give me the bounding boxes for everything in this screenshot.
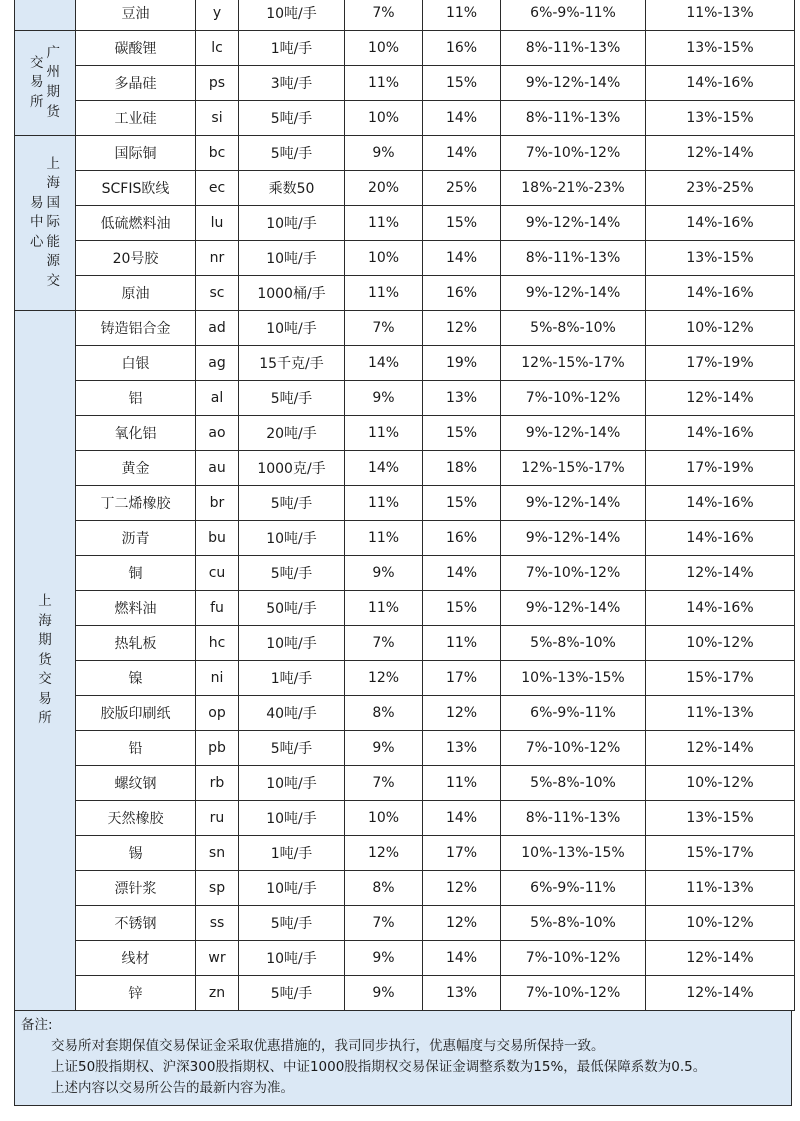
trading-unit-cell: 20吨/手	[239, 416, 345, 451]
product-code-cell: sp	[196, 871, 239, 906]
company-margin-cell: 11%	[423, 626, 501, 661]
exchange-cell	[15, 136, 76, 311]
product-code-cell: hc	[196, 626, 239, 661]
exchange-name	[47, 155, 61, 292]
product-name-cell: 铅	[76, 731, 196, 766]
product-name-cell: 国际铜	[76, 136, 196, 171]
exchange-margin-cell: 7%	[345, 906, 423, 941]
company-margin-cell: 11%	[423, 0, 501, 31]
company-margin-range-cell: 11%-13%	[646, 696, 795, 731]
table-row	[15, 556, 795, 591]
table-body	[15, 0, 795, 1011]
exchange-margin-cell: 7%	[345, 766, 423, 801]
product-code-cell: br	[196, 486, 239, 521]
company-margin-cell: 15%	[423, 486, 501, 521]
company-margin-cell: 11%	[423, 766, 501, 801]
exchange-margin-range-cell: 7%-10%-12%	[501, 381, 646, 416]
trading-unit-cell: 50吨/手	[239, 591, 345, 626]
exchange-name-text: 上 海 期 货 交 易 所	[38, 593, 52, 727]
product-name-cell: 不锈钢	[76, 906, 196, 941]
exchange-margin-cell: 9%	[345, 941, 423, 976]
product-code-cell: ec	[196, 171, 239, 206]
company-margin-cell: 14%	[423, 941, 501, 976]
trading-unit-cell: 10吨/手	[239, 766, 345, 801]
exchange-margin-range-cell: 10%-13%-15%	[501, 661, 646, 696]
exchange-margin-cell: 7%	[345, 626, 423, 661]
product-name-cell: 漂针浆	[76, 871, 196, 906]
exchange-margin-cell: 9%	[345, 976, 423, 1011]
exchange-margin-range-cell: 6%-9%-11%	[501, 696, 646, 731]
product-code-cell: ao	[196, 416, 239, 451]
product-code-cell: si	[196, 101, 239, 136]
product-code-cell: al	[196, 381, 239, 416]
table-row	[15, 451, 795, 486]
company-margin-range-cell: 10%-12%	[646, 766, 795, 801]
company-margin-cell: 12%	[423, 906, 501, 941]
exchange-margin-cell: 11%	[345, 206, 423, 241]
product-code-cell: lu	[196, 206, 239, 241]
exchange-margin-cell: 9%	[345, 731, 423, 766]
exchange-margin-range-cell: 7%-10%-12%	[501, 136, 646, 171]
product-code-cell: bu	[196, 521, 239, 556]
note-line: 上述内容以交易所公告的最新内容为准。	[51, 1080, 294, 1096]
product-name-cell: 锌	[76, 976, 196, 1011]
product-name-cell: 铜	[76, 556, 196, 591]
product-name-cell: 线材	[76, 941, 196, 976]
product-name-cell: 低硫燃料油	[76, 206, 196, 241]
product-name-cell: 燃料油	[76, 591, 196, 626]
margin-table	[14, 0, 795, 1011]
company-margin-cell: 12%	[423, 871, 501, 906]
exchange-name-text: 交 易 所	[30, 54, 44, 110]
exchange-name-text: 上 海 国 际 能 源 交	[46, 155, 60, 289]
product-name-cell: 碳酸锂	[76, 31, 196, 66]
table-row	[15, 836, 795, 871]
exchange-margin-range-cell: 10%-13%-15%	[501, 836, 646, 871]
company-margin-range-cell: 14%-16%	[646, 486, 795, 521]
product-name-cell: 锡	[76, 836, 196, 871]
exchange-margin-range-cell: 9%-12%-14%	[501, 591, 646, 626]
company-margin-range-cell: 14%-16%	[646, 416, 795, 451]
product-code-cell: ps	[196, 66, 239, 101]
trading-unit-cell: 10吨/手	[239, 206, 345, 241]
exchange-margin-cell: 7%	[345, 311, 423, 346]
company-margin-range-cell: 12%-14%	[646, 731, 795, 766]
exchange-name-text: 广 州 期 货	[46, 44, 60, 120]
exchange-margin-cell: 10%	[345, 241, 423, 276]
exchange-margin-range-cell: 6%-9%-11%	[501, 871, 646, 906]
exchange-margin-range-cell: 7%-10%-12%	[501, 941, 646, 976]
exchange-margin-cell: 14%	[345, 451, 423, 486]
exchange-margin-range-cell: 9%-12%-14%	[501, 416, 646, 451]
trading-unit-cell: 5吨/手	[239, 486, 345, 521]
table-row	[15, 276, 795, 311]
product-name-cell: 铸造铝合金	[76, 311, 196, 346]
company-margin-range-cell: 10%-12%	[646, 311, 795, 346]
exchange-margin-cell: 11%	[345, 416, 423, 451]
product-name-cell: 白银	[76, 346, 196, 381]
note-line: 交易所对套期保值交易保证金采取优惠措施的，我司同步执行，优惠幅度与交易所保持一致。	[51, 1038, 605, 1054]
table-row	[15, 346, 795, 381]
table-row	[15, 381, 795, 416]
company-margin-range-cell: 12%-14%	[646, 136, 795, 171]
trading-unit-cell: 10吨/手	[239, 241, 345, 276]
company-margin-range-cell: 14%-16%	[646, 276, 795, 311]
trading-unit-cell: 10吨/手	[239, 521, 345, 556]
company-margin-cell: 15%	[423, 66, 501, 101]
company-margin-cell: 16%	[423, 521, 501, 556]
product-name-cell: 氧化铝	[76, 416, 196, 451]
product-name-cell: 沥青	[76, 521, 196, 556]
company-margin-cell: 17%	[423, 661, 501, 696]
exchange-margin-cell: 10%	[345, 31, 423, 66]
company-margin-cell: 18%	[423, 451, 501, 486]
table-row	[15, 206, 795, 241]
company-margin-cell: 16%	[423, 276, 501, 311]
table-row	[15, 941, 795, 976]
product-code-cell: y	[196, 0, 239, 31]
table-row	[15, 136, 795, 171]
table-row	[15, 171, 795, 206]
exchange-margin-range-cell: 7%-10%-12%	[501, 556, 646, 591]
product-name-cell: 铝	[76, 381, 196, 416]
table-row	[15, 241, 795, 276]
exchange-margin-range-cell: 5%-8%-10%	[501, 311, 646, 346]
exchange-margin-cell: 9%	[345, 556, 423, 591]
exchange-margin-cell: 12%	[345, 836, 423, 871]
table-row	[15, 31, 795, 66]
exchange-margin-cell: 12%	[345, 661, 423, 696]
exchange-margin-cell: 11%	[345, 521, 423, 556]
table-row	[15, 591, 795, 626]
company-margin-range-cell: 14%-16%	[646, 521, 795, 556]
company-margin-range-cell: 10%-12%	[646, 906, 795, 941]
exchange-margin-range-cell: 8%-11%-13%	[501, 241, 646, 276]
trading-unit-cell: 1吨/手	[239, 836, 345, 871]
exchange-cell	[15, 31, 76, 136]
exchange-margin-cell: 11%	[345, 486, 423, 521]
exchange-margin-cell: 11%	[345, 276, 423, 311]
trading-unit-cell: 乘数50	[239, 171, 345, 206]
product-code-cell: nr	[196, 241, 239, 276]
product-name-cell: 原油	[76, 276, 196, 311]
trading-unit-cell: 5吨/手	[239, 556, 345, 591]
trading-unit-cell: 5吨/手	[239, 731, 345, 766]
exchange-margin-range-cell: 5%-8%-10%	[501, 766, 646, 801]
exchange-margin-range-cell: 5%-8%-10%	[501, 626, 646, 661]
product-name-cell: 螺纹钢	[76, 766, 196, 801]
exchange-margin-range-cell: 8%-11%-13%	[501, 31, 646, 66]
company-margin-cell: 15%	[423, 206, 501, 241]
exchange-margin-cell: 9%	[345, 136, 423, 171]
trading-unit-cell: 10吨/手	[239, 871, 345, 906]
product-name-cell: 黄金	[76, 451, 196, 486]
exchange-margin-cell: 20%	[345, 171, 423, 206]
exchange-margin-cell: 14%	[345, 346, 423, 381]
company-margin-range-cell: 13%-15%	[646, 241, 795, 276]
table-row	[15, 976, 795, 1011]
company-margin-cell: 15%	[423, 591, 501, 626]
exchange-name	[38, 592, 52, 729]
notes-box	[14, 1010, 792, 1106]
company-margin-cell: 12%	[423, 696, 501, 731]
table-row	[15, 906, 795, 941]
company-margin-cell: 14%	[423, 136, 501, 171]
company-margin-range-cell: 13%-15%	[646, 101, 795, 136]
table-row	[15, 661, 795, 696]
trading-unit-cell: 5吨/手	[239, 101, 345, 136]
company-margin-cell: 14%	[423, 556, 501, 591]
trading-unit-cell: 10吨/手	[239, 801, 345, 836]
table-row	[15, 416, 795, 451]
product-name-cell: 豆油	[76, 0, 196, 31]
table-row	[15, 626, 795, 661]
exchange-margin-range-cell: 6%-9%-11%	[501, 0, 646, 31]
company-margin-range-cell: 13%-15%	[646, 31, 795, 66]
trading-unit-cell: 10吨/手	[239, 626, 345, 661]
table-row	[15, 0, 795, 31]
trading-unit-cell: 3吨/手	[239, 66, 345, 101]
company-margin-range-cell: 12%-14%	[646, 556, 795, 591]
company-margin-cell: 13%	[423, 381, 501, 416]
exchange-margin-cell: 8%	[345, 696, 423, 731]
trading-unit-cell: 5吨/手	[239, 381, 345, 416]
product-code-cell: fu	[196, 591, 239, 626]
table-row	[15, 696, 795, 731]
trading-unit-cell: 10吨/手	[239, 941, 345, 976]
exchange-margin-cell: 10%	[345, 101, 423, 136]
company-margin-range-cell: 11%-13%	[646, 871, 795, 906]
company-margin-cell: 15%	[423, 416, 501, 451]
company-margin-range-cell: 13%-15%	[646, 801, 795, 836]
product-name-cell: 20号胶	[76, 241, 196, 276]
trading-unit-cell: 40吨/手	[239, 696, 345, 731]
company-margin-range-cell: 12%-14%	[646, 976, 795, 1011]
trading-unit-cell: 15千克/手	[239, 346, 345, 381]
exchange-name	[30, 54, 44, 113]
product-code-cell: zn	[196, 976, 239, 1011]
product-code-cell: sn	[196, 836, 239, 871]
product-code-cell: ad	[196, 311, 239, 346]
company-margin-range-cell: 12%-14%	[646, 381, 795, 416]
product-name-cell: 天然橡胶	[76, 801, 196, 836]
product-code-cell: au	[196, 451, 239, 486]
exchange-name	[47, 44, 61, 122]
company-margin-cell: 13%	[423, 976, 501, 1011]
table-row	[15, 871, 795, 906]
product-code-cell: wr	[196, 941, 239, 976]
table-row	[15, 66, 795, 101]
trading-unit-cell: 1吨/手	[239, 661, 345, 696]
product-name-cell: SCFIS欧线	[76, 171, 196, 206]
product-name-cell: 多晶硅	[76, 66, 196, 101]
company-margin-cell: 14%	[423, 101, 501, 136]
product-code-cell: ag	[196, 346, 239, 381]
company-margin-range-cell: 23%-25%	[646, 171, 795, 206]
exchange-margin-cell: 11%	[345, 591, 423, 626]
trading-unit-cell: 5吨/手	[239, 906, 345, 941]
table-row	[15, 731, 795, 766]
company-margin-range-cell: 12%-14%	[646, 941, 795, 976]
table-row	[15, 766, 795, 801]
exchange-margin-range-cell: 9%-12%-14%	[501, 206, 646, 241]
product-code-cell: rb	[196, 766, 239, 801]
company-margin-cell: 13%	[423, 731, 501, 766]
product-name-cell: 胶版印刷纸	[76, 696, 196, 731]
trading-unit-cell: 1吨/手	[239, 31, 345, 66]
table-row	[15, 101, 795, 136]
company-margin-range-cell: 17%-19%	[646, 346, 795, 381]
exchange-name-text: 易 中 心	[30, 194, 44, 250]
product-code-cell: ni	[196, 661, 239, 696]
company-margin-cell: 14%	[423, 801, 501, 836]
company-margin-cell: 19%	[423, 346, 501, 381]
product-name-cell: 工业硅	[76, 101, 196, 136]
exchange-name	[30, 194, 44, 253]
trading-unit-cell: 1000桶/手	[239, 276, 345, 311]
table-row	[15, 311, 795, 346]
exchange-margin-range-cell: 7%-10%-12%	[501, 731, 646, 766]
product-code-cell: op	[196, 696, 239, 731]
company-margin-range-cell: 15%-17%	[646, 661, 795, 696]
trading-unit-cell: 5吨/手	[239, 136, 345, 171]
trading-unit-cell: 5吨/手	[239, 976, 345, 1011]
company-margin-range-cell: 14%-16%	[646, 206, 795, 241]
notes-title: 备注:	[21, 1017, 53, 1033]
table-row	[15, 801, 795, 836]
exchange-margin-cell: 8%	[345, 871, 423, 906]
exchange-margin-range-cell: 8%-11%-13%	[501, 101, 646, 136]
product-code-cell: ss	[196, 906, 239, 941]
product-name-cell: 丁二烯橡胶	[76, 486, 196, 521]
product-code-cell: ru	[196, 801, 239, 836]
trading-unit-cell: 10吨/手	[239, 311, 345, 346]
product-code-cell: pb	[196, 731, 239, 766]
trading-unit-cell: 10吨/手	[239, 0, 345, 31]
company-margin-range-cell: 10%-12%	[646, 626, 795, 661]
table-row	[15, 486, 795, 521]
company-margin-cell: 17%	[423, 836, 501, 871]
exchange-margin-range-cell: 9%-12%-14%	[501, 521, 646, 556]
company-margin-range-cell: 14%-16%	[646, 66, 795, 101]
exchange-margin-cell: 9%	[345, 381, 423, 416]
exchange-margin-range-cell: 18%-21%-23%	[501, 171, 646, 206]
exchange-margin-range-cell: 8%-11%-13%	[501, 801, 646, 836]
exchange-cell	[15, 311, 76, 1011]
product-code-cell: bc	[196, 136, 239, 171]
product-name-cell: 镍	[76, 661, 196, 696]
company-margin-range-cell: 11%-13%	[646, 0, 795, 31]
note-line: 上证50股指期权、沪深300股指期权、中证1000股指期权交易保证金调整系数为15%，最低保障系数为0.5。	[51, 1059, 707, 1075]
product-name-cell: 热轧板	[76, 626, 196, 661]
company-margin-cell: 16%	[423, 31, 501, 66]
company-margin-cell: 25%	[423, 171, 501, 206]
product-code-cell: lc	[196, 31, 239, 66]
company-margin-range-cell: 15%-17%	[646, 836, 795, 871]
exchange-margin-cell: 11%	[345, 66, 423, 101]
exchange-margin-range-cell: 9%-12%-14%	[501, 66, 646, 101]
table-row	[15, 521, 795, 556]
product-code-cell: sc	[196, 276, 239, 311]
company-margin-range-cell: 14%-16%	[646, 591, 795, 626]
exchange-cell	[15, 0, 76, 31]
exchange-margin-range-cell: 12%-15%-17%	[501, 451, 646, 486]
exchange-margin-range-cell: 9%-12%-14%	[501, 276, 646, 311]
company-margin-cell: 12%	[423, 311, 501, 346]
trading-unit-cell: 1000克/手	[239, 451, 345, 486]
exchange-margin-range-cell: 5%-8%-10%	[501, 906, 646, 941]
exchange-margin-range-cell: 7%-10%-12%	[501, 976, 646, 1011]
exchange-margin-cell: 7%	[345, 0, 423, 31]
exchange-margin-range-cell: 12%-15%-17%	[501, 346, 646, 381]
exchange-margin-range-cell: 9%-12%-14%	[501, 486, 646, 521]
exchange-margin-cell: 10%	[345, 801, 423, 836]
company-margin-range-cell: 17%-19%	[646, 451, 795, 486]
product-code-cell: cu	[196, 556, 239, 591]
company-margin-cell: 14%	[423, 241, 501, 276]
